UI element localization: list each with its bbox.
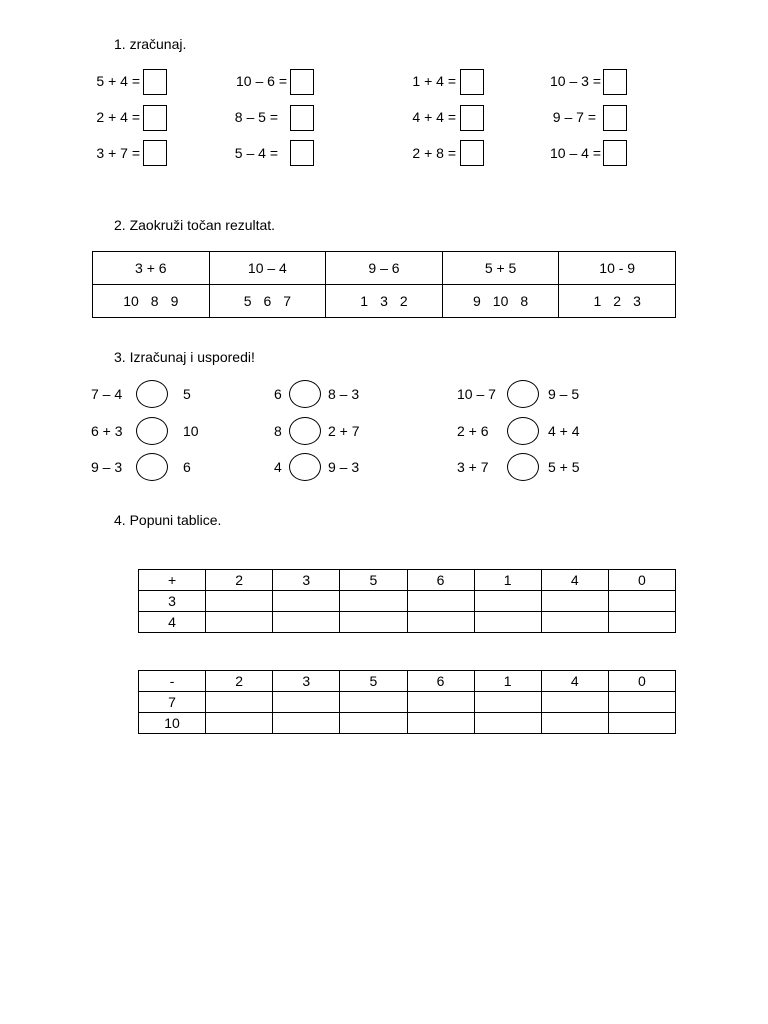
left-expression: 8 [274,423,282,439]
compare-circle[interactable] [507,417,539,445]
answer-cell[interactable] [273,713,340,734]
answer-box[interactable] [143,105,167,131]
expression: 9 – 7 = [552,109,596,125]
answer-cell[interactable] [206,713,273,734]
table-header: 10 – 4 [209,252,326,285]
section4-title: 4. Popuni tablice. [114,512,222,528]
expression: 8 – 5 = [234,109,278,125]
expression: 4 + 4 = [412,109,456,125]
answer-cell[interactable] [340,612,407,633]
expression: 10 – 4 = [550,145,601,161]
section3-title: 3. Izračunaj i usporedi! [114,349,255,365]
column-header: 1 [474,570,541,591]
expression: 10 – 6 = [236,73,287,89]
answer-box[interactable] [603,140,627,166]
left-expression: 9 – 3 [91,459,123,475]
compare-circle[interactable] [136,380,168,408]
column-header: 6 [407,570,474,591]
answer-option[interactable]: 2 [399,293,408,309]
answer-option[interactable]: 2 [613,293,622,309]
answer-box[interactable] [143,140,167,166]
answer-option[interactable]: 9 [472,293,481,309]
right-expression: 6 [183,459,191,475]
answer-option[interactable]: 9 [170,293,179,309]
row-header: 4 [139,612,206,633]
compare-circle[interactable] [289,380,321,408]
answer-option[interactable]: 10 [123,293,139,309]
answer-cell[interactable] [407,692,474,713]
right-expression: 2 + 7 [328,423,360,439]
answer-cell[interactable] [474,713,541,734]
compare-circle[interactable] [289,417,321,445]
operator-cell: + [139,570,206,591]
left-expression: 3 + 7 [457,459,489,475]
answer-box[interactable] [460,105,484,131]
answer-cell[interactable] [407,591,474,612]
operator-cell: - [139,671,206,692]
answer-cell[interactable] [273,692,340,713]
table-header: 3 + 6 [93,252,210,285]
expression: 1 + 4 = [412,73,456,89]
answer-cell[interactable] [474,591,541,612]
answer-cell[interactable] [541,591,608,612]
answer-option[interactable]: 7 [283,293,292,309]
answer-cell[interactable] [541,713,608,734]
left-expression: 2 + 6 [457,423,489,439]
subtraction-table [138,670,676,734]
table-header: 5 + 5 [442,252,559,285]
answer-box[interactable] [603,105,627,131]
right-expression: 5 + 5 [548,459,580,475]
left-expression: 7 – 4 [91,386,123,402]
answer-box[interactable] [290,140,314,166]
right-expression: 8 – 3 [328,386,360,402]
column-header: 1 [474,671,541,692]
answer-option[interactable]: 8 [150,293,159,309]
answer-cell[interactable] [340,713,407,734]
compare-circle[interactable] [507,453,539,481]
left-expression: 10 – 7 [457,386,496,402]
option-cell [442,285,559,318]
left-expression: 6 [274,386,282,402]
table-header: 9 – 6 [326,252,443,285]
answer-box[interactable] [603,69,627,95]
answer-option[interactable]: 5 [243,293,252,309]
column-header: 4 [541,671,608,692]
answer-cell[interactable] [608,692,675,713]
answer-box[interactable] [290,105,314,131]
section1-title: 1. zračunaj. [114,36,187,52]
column-header: 0 [608,671,675,692]
row-header: 10 [139,713,206,734]
answer-box[interactable] [460,69,484,95]
expression: 5 – 4 = [234,145,278,161]
column-header: 0 [608,570,675,591]
option-cell [326,285,443,318]
answer-cell[interactable] [206,612,273,633]
answer-option[interactable]: 1 [593,293,602,309]
answer-box[interactable] [143,69,167,95]
answer-cell[interactable] [407,612,474,633]
column-header: 3 [273,570,340,591]
answer-cell[interactable] [608,591,675,612]
answer-box[interactable] [290,69,314,95]
compare-circle[interactable] [136,417,168,445]
right-expression: 4 + 4 [548,423,580,439]
answer-cell[interactable] [541,612,608,633]
expression: 3 + 7 = [96,145,140,161]
expression: 2 + 8 = [412,145,456,161]
answer-cell[interactable] [407,713,474,734]
answer-cell[interactable] [608,713,675,734]
column-header: 5 [340,671,407,692]
right-expression: 9 – 3 [328,459,360,475]
left-expression: 4 [274,459,282,475]
answer-cell[interactable] [541,692,608,713]
answer-cell[interactable] [273,591,340,612]
answer-option[interactable]: 10 [492,293,509,309]
expression: 2 + 4 = [96,109,140,125]
row-header: 7 [139,692,206,713]
column-header: 2 [206,671,273,692]
answer-cell[interactable] [474,692,541,713]
right-expression: 5 [183,386,191,402]
row-header: 3 [139,591,206,612]
addition-table [138,569,676,633]
answer-option[interactable]: 6 [263,293,272,309]
column-header: 4 [541,570,608,591]
answer-box[interactable] [460,140,484,166]
compare-circle[interactable] [136,453,168,481]
results-table [92,251,676,318]
column-header: 5 [340,570,407,591]
option-cell [559,285,676,318]
answer-cell[interactable] [474,612,541,633]
answer-option[interactable]: 3 [380,293,388,309]
answer-option[interactable]: 3 [633,293,641,309]
answer-cell[interactable] [206,692,273,713]
left-expression: 6 + 3 [91,423,123,439]
compare-circle[interactable] [289,453,321,481]
compare-circle[interactable] [507,380,539,408]
option-cell [93,285,210,318]
column-header: 6 [407,671,474,692]
answer-cell[interactable] [273,612,340,633]
column-header: 2 [206,570,273,591]
right-expression: 10 [183,423,199,439]
option-cell [209,285,326,318]
answer-option[interactable]: 8 [520,293,529,309]
table-header: 10 - 9 [559,252,676,285]
column-header: 3 [273,671,340,692]
answer-cell[interactable] [340,591,407,612]
answer-cell[interactable] [608,612,675,633]
expression: 10 – 3 = [550,73,601,89]
right-expression: 9 – 5 [548,386,580,402]
answer-option[interactable]: 1 [360,293,369,309]
expression: 5 + 4 = [96,73,140,89]
answer-cell[interactable] [340,692,407,713]
section2-title: 2. Zaokruži točan rezultat. [114,217,276,233]
answer-cell[interactable] [206,591,273,612]
